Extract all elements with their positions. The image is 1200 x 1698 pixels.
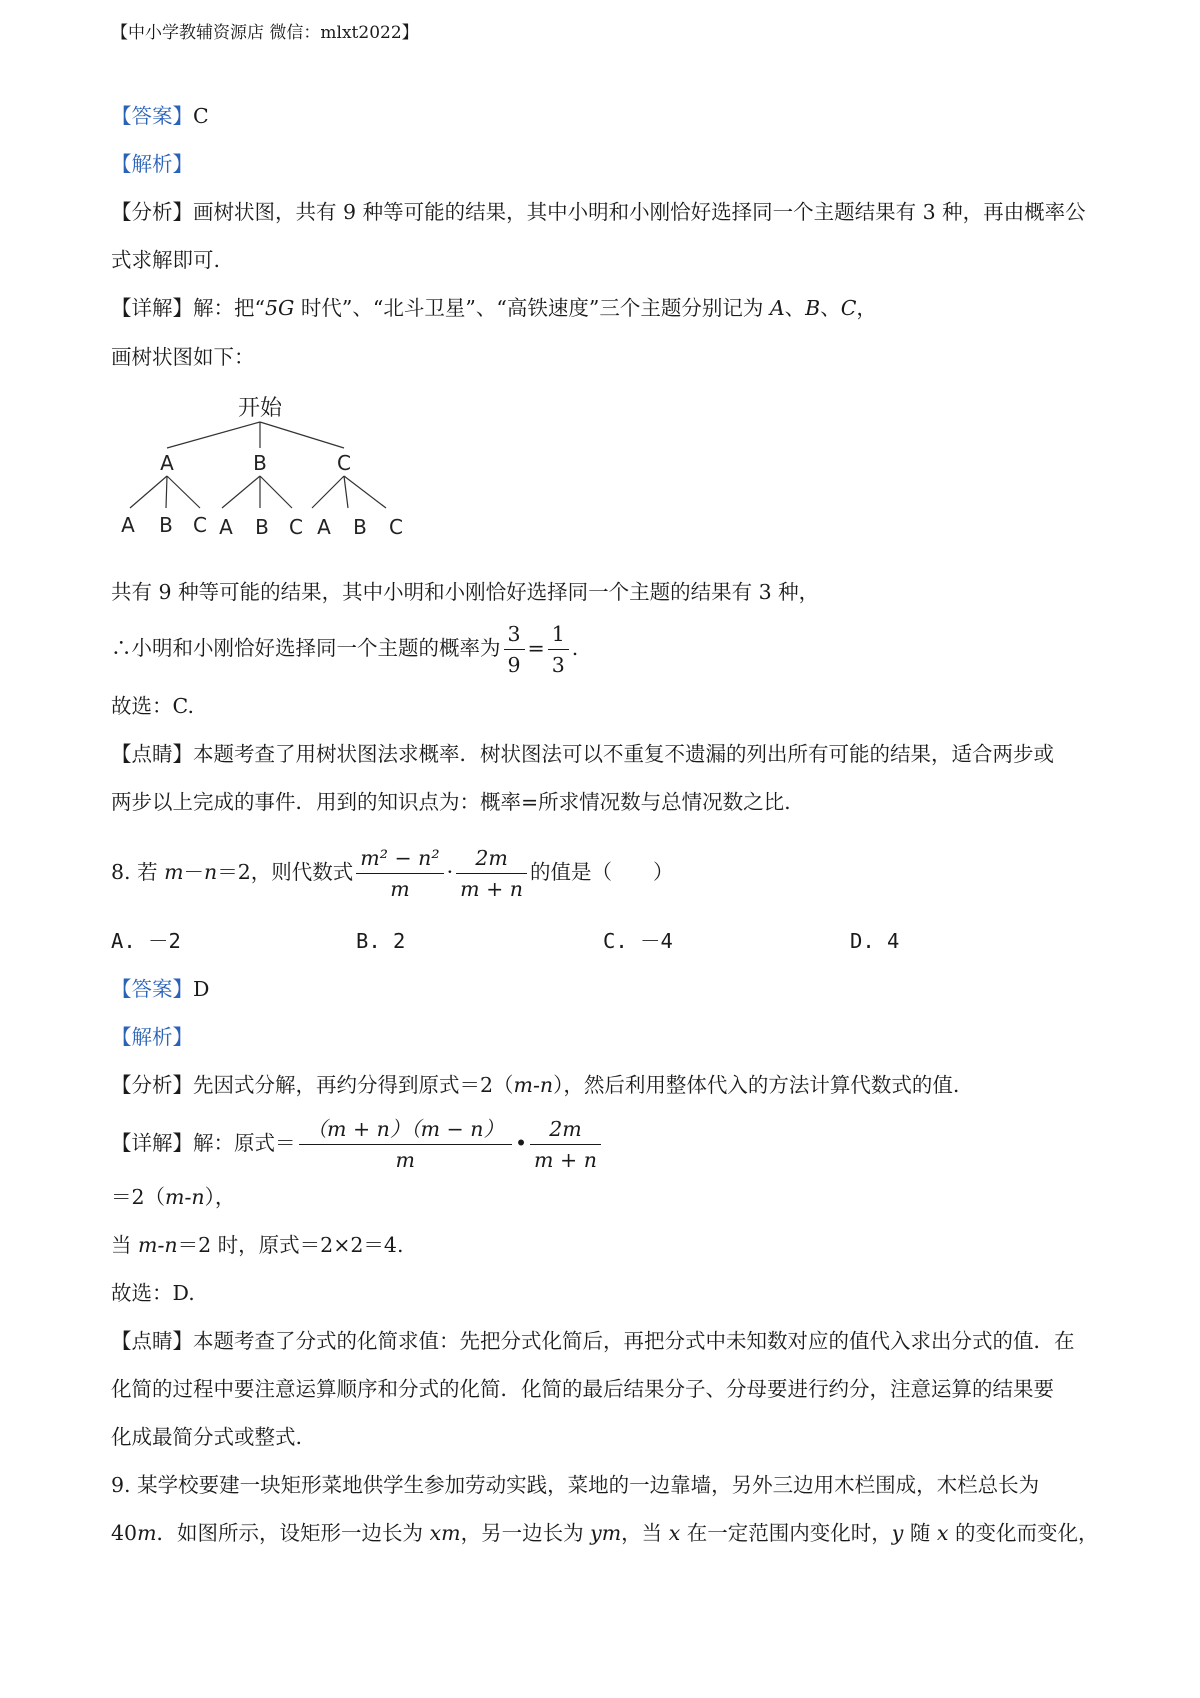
expr-m-n: m-n bbox=[138, 1233, 178, 1257]
answer-tag: 【答案】 bbox=[111, 977, 193, 1001]
tree-root: 开始 bbox=[237, 396, 283, 421]
option-a[interactable]: A. －2 bbox=[111, 929, 181, 953]
var-a: A bbox=[769, 296, 785, 320]
tree-l2-1: A bbox=[121, 513, 135, 537]
q9-text: 的变化而变化， bbox=[948, 1521, 1099, 1545]
stem-fraction-2 bbox=[456, 843, 527, 904]
unit-m: m bbox=[601, 1521, 622, 1545]
var-n: n bbox=[204, 860, 218, 884]
q9-text: 随 bbox=[903, 1521, 937, 1545]
dianjing-tag: 【点睛】 bbox=[111, 1329, 193, 1353]
fraction-numerator: 3 bbox=[504, 619, 525, 650]
fenxi-text: 先因式分解，再约分得到原式＝2（ bbox=[193, 1073, 514, 1097]
stem-end: 的值是（ ） bbox=[529, 860, 674, 884]
detail-fraction-2 bbox=[530, 1114, 601, 1175]
detail-text: 解：把“ bbox=[193, 296, 265, 320]
var-y: y bbox=[891, 1521, 904, 1545]
q8-stem bbox=[111, 838, 673, 906]
fraction-numerator: m² − n² bbox=[356, 843, 443, 874]
fraction-numerator: （m + n）（m − n） bbox=[299, 1114, 512, 1145]
q7-fenxi-line1 bbox=[111, 198, 1086, 226]
var-m: m bbox=[164, 860, 184, 884]
analysis-tag: 【解析】 bbox=[111, 152, 193, 176]
var-x: x bbox=[429, 1521, 442, 1545]
separator: 、 bbox=[784, 296, 806, 320]
answer-tag: 【答案】 bbox=[111, 104, 193, 128]
q9-line2 bbox=[111, 1519, 1099, 1547]
fraction-denominator: m + n bbox=[534, 1148, 597, 1172]
tree-l1-c: C bbox=[337, 451, 351, 475]
q8-detail-line bbox=[111, 1108, 604, 1178]
answer-value: D bbox=[193, 977, 210, 1001]
prob-fraction-1 bbox=[504, 619, 525, 680]
fraction-denominator: m + n bbox=[460, 877, 523, 901]
detail-fraction-1 bbox=[299, 1114, 512, 1175]
detail-text: 解：原式＝ bbox=[193, 1131, 296, 1155]
q8-answer-line bbox=[111, 975, 209, 1003]
minus-sign: － bbox=[183, 860, 205, 884]
expr-m-n: m-n bbox=[165, 1185, 205, 1209]
expr-m-n: m-n bbox=[513, 1073, 554, 1097]
detail-tag: 【详解】 bbox=[111, 296, 193, 320]
detail-end: ， bbox=[856, 296, 877, 320]
q8-step3 bbox=[111, 1231, 404, 1259]
fenxi-tag: 【分析】 bbox=[111, 1073, 193, 1097]
prob-prefix: ∴小明和小刚恰好选择同一个主题的概率为 bbox=[111, 636, 501, 660]
q9-line1: 9. 某学校要建一块矩形菜地供学生参加劳动实践，菜地的一边靠墙，另外三边用木栏围成，木栏总长为 bbox=[111, 1473, 1040, 1497]
q7-choice: 故选：C. bbox=[111, 694, 194, 718]
prob-end: . bbox=[571, 636, 579, 660]
option-b[interactable]: B. 2 bbox=[356, 929, 406, 953]
answer-value: C bbox=[193, 104, 209, 128]
q8-choice: 故选：D. bbox=[111, 1281, 195, 1305]
tree-intro: 画树状图如下： bbox=[111, 345, 255, 369]
prob-fraction-2 bbox=[548, 619, 569, 680]
analysis-tag: 【解析】 bbox=[111, 1025, 193, 1049]
stem-text: 8. 若 bbox=[111, 860, 165, 884]
var-x: x bbox=[668, 1521, 681, 1545]
fenxi-tag: 【分析】 bbox=[111, 200, 193, 224]
option-c[interactable]: C. －4 bbox=[603, 929, 673, 953]
unit-m: m bbox=[137, 1521, 157, 1545]
stem-text: ＝2，则代数式 bbox=[217, 860, 354, 884]
tree-l2-3: C bbox=[193, 513, 207, 537]
tree-diagram bbox=[112, 388, 412, 548]
var-b: B bbox=[805, 296, 821, 320]
q7-answer-line bbox=[111, 102, 209, 130]
dianjing-tag: 【点睛】 bbox=[111, 742, 193, 766]
tree-l2-9: C bbox=[389, 515, 403, 539]
q8-dianjing-line3: 化成最简分式或整式. bbox=[111, 1425, 303, 1449]
tree-l2-4: A bbox=[219, 515, 233, 539]
fraction-denominator: 3 bbox=[551, 653, 565, 677]
fenxi-text: ），然后利用整体代入的方法计算代数式的值. bbox=[553, 1073, 960, 1097]
fraction-numerator: 2m bbox=[456, 843, 527, 874]
step-text: ＝2 时，原式＝2×2＝4. bbox=[177, 1233, 404, 1257]
q8-dianjing-line1 bbox=[111, 1327, 1075, 1355]
tree-l2-8: B bbox=[353, 515, 367, 539]
fraction-denominator: m bbox=[390, 877, 410, 901]
multiply-dot: · bbox=[446, 860, 454, 884]
var-y: y bbox=[590, 1521, 602, 1545]
tree-l1-b: B bbox=[253, 451, 267, 475]
tree-l2-5: B bbox=[255, 515, 269, 539]
tree-l2-6: C bbox=[289, 515, 303, 539]
q7-fenxi-line2: 式求解即可. bbox=[111, 248, 221, 272]
step-text: 当 bbox=[111, 1233, 139, 1257]
detail-text: 时代”、“北斗卫星”、“高铁速度”三个主题分别记为 bbox=[294, 296, 770, 320]
q8-dianjing-line2: 化简的过程中要注意运算顺序和分式的化简．化简的最后结果分子、分母要进行约分，注意运算的结果要 bbox=[111, 1377, 1054, 1401]
q9-text: ，另一边长为 bbox=[460, 1521, 591, 1545]
fraction-denominator: 9 bbox=[507, 653, 521, 677]
q7-dianjing-line1 bbox=[111, 740, 1054, 768]
q8-fenxi-line bbox=[111, 1071, 959, 1099]
var-x: x bbox=[936, 1521, 949, 1545]
q8-analysis-line bbox=[111, 1023, 193, 1051]
fraction-numerator: 2m bbox=[530, 1114, 601, 1145]
step-text: ）， bbox=[204, 1185, 236, 1209]
q9-text: 在一定范围内变化时， bbox=[680, 1521, 892, 1545]
fenxi-text: 画树状图，共有 9 种等可能的结果，其中小明和小刚恰好选择同一个主题结果有 3 种，再由概率公 bbox=[193, 200, 1086, 224]
detail-tag: 【详解】 bbox=[111, 1131, 193, 1155]
option-d[interactable]: D. 4 bbox=[850, 929, 900, 953]
q7-analysis-line bbox=[111, 150, 193, 178]
tree-l2-2: B bbox=[159, 513, 173, 537]
unit-m: m bbox=[441, 1521, 461, 1545]
q9-text: ．如图所示，设矩形一边长为 bbox=[156, 1521, 430, 1545]
q9-text: ，当 bbox=[621, 1521, 669, 1545]
dianjing-text: 本题考查了分式的化简求值：先把分式化简后，再把分式中未知数对应的值代入求出分式的值．在 bbox=[193, 1329, 1075, 1353]
separator: 、 bbox=[820, 296, 841, 320]
var-c: C bbox=[840, 296, 857, 320]
tree-l1-a: A bbox=[160, 451, 174, 475]
detail-5g: 5G bbox=[264, 296, 295, 320]
q7-prob-line bbox=[111, 618, 578, 678]
q7-detail-line bbox=[111, 294, 877, 322]
page-header: 【中小学教辅资源店 微信：mlxt2022】 bbox=[111, 23, 419, 43]
multiply-dot: • bbox=[514, 1131, 528, 1155]
fraction-denominator: m bbox=[395, 1148, 415, 1172]
stem-fraction-1 bbox=[356, 843, 443, 904]
dianjing-text: 本题考查了用树状图法求概率．树状图法可以不重复不遗漏的列出所有可能的结果，适合两步或 bbox=[193, 742, 1054, 766]
fraction-numerator: 1 bbox=[548, 619, 569, 650]
q9-text: 40 bbox=[111, 1521, 138, 1545]
tree-l2-7: A bbox=[317, 515, 331, 539]
step-text: ＝2（ bbox=[111, 1185, 166, 1209]
q7-result-line: 共有 9 种等可能的结果，其中小明和小刚恰好选择同一个主题的结果有 3 种， bbox=[111, 580, 820, 604]
q8-step2 bbox=[111, 1183, 235, 1211]
equals-sign: = bbox=[527, 636, 545, 660]
q7-dianjing-line2: 两步以上完成的事件．用到的知识点为：概率=所求情况数与总情况数之比. bbox=[111, 790, 791, 814]
